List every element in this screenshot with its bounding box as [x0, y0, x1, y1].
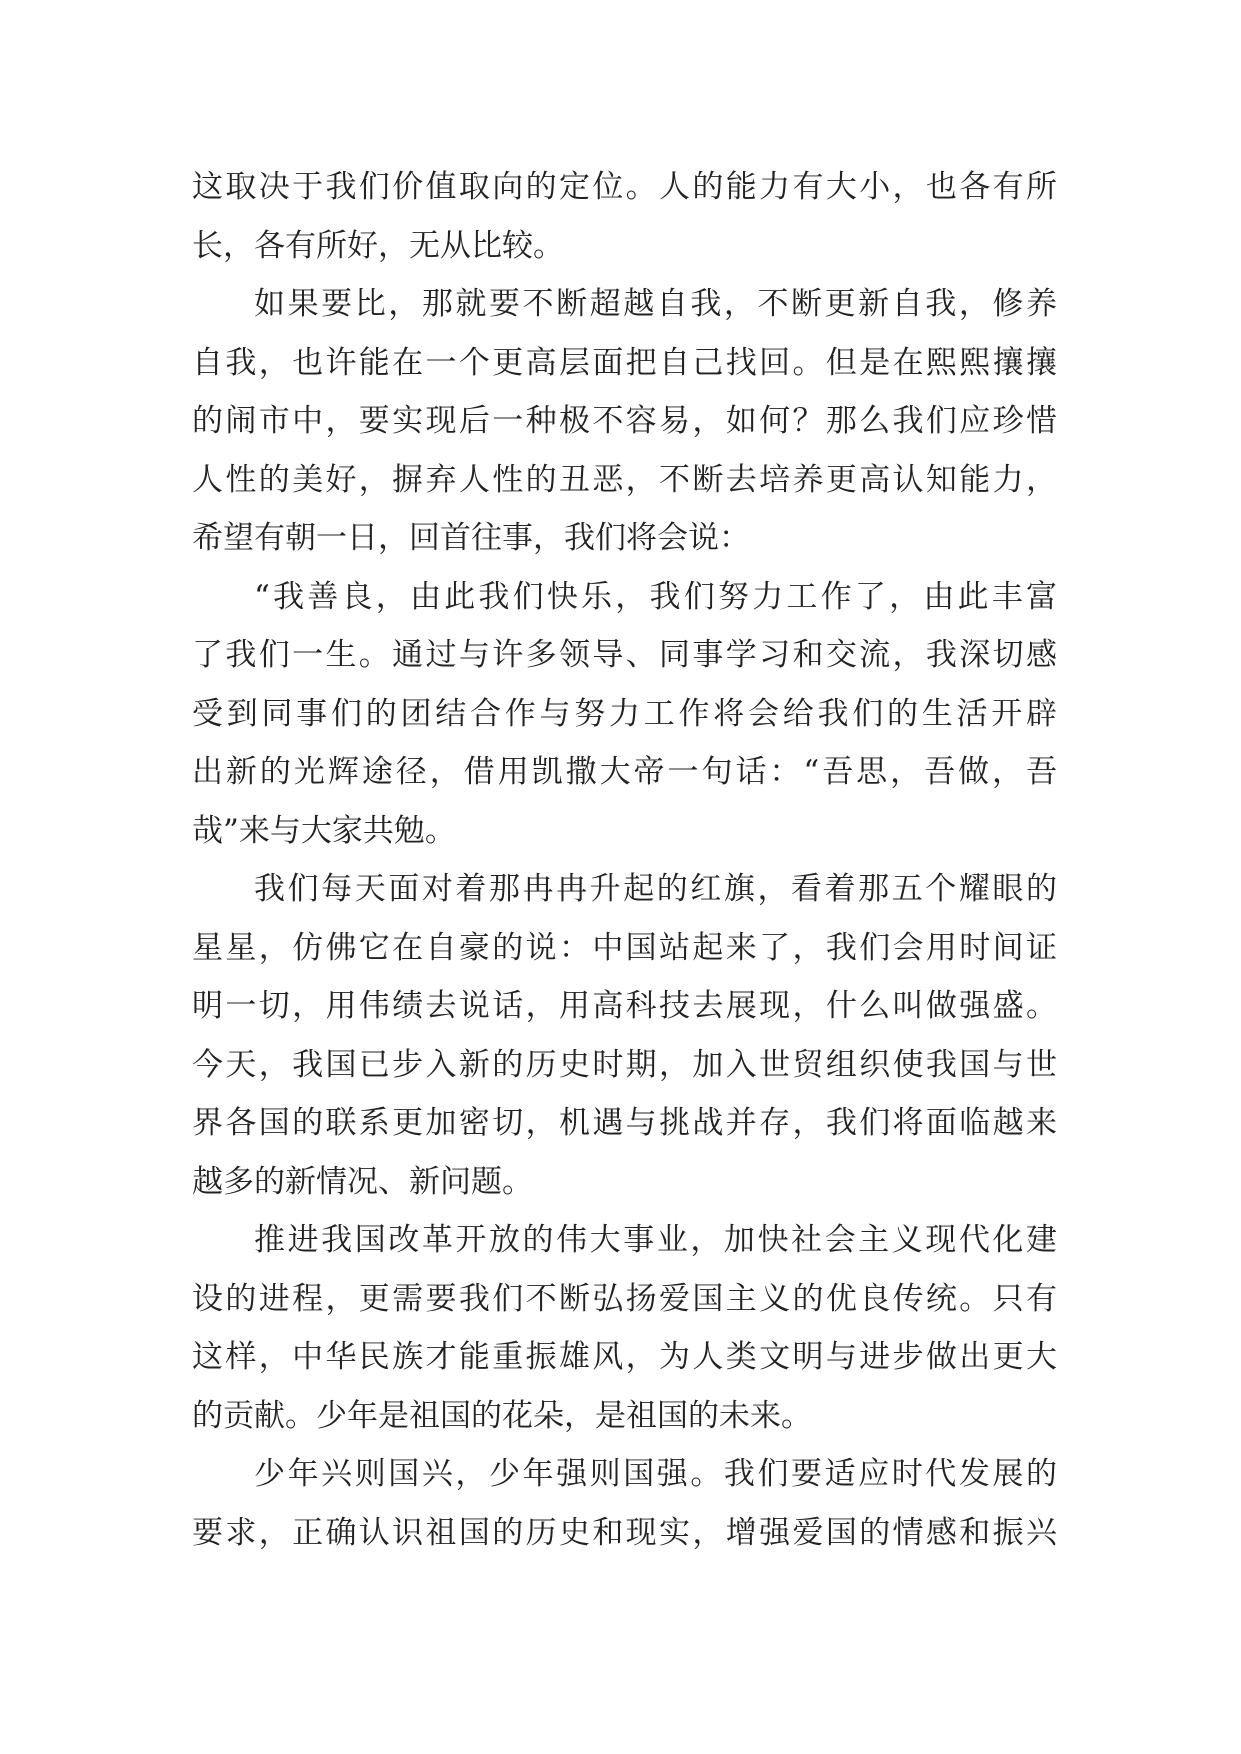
- text-line: 这样，中华民族才能重振雄风，为人类文明与进步做出更大: [192, 1339, 1057, 1375]
- text-line: 受到同事们的团结合作与努力工作将会给我们的生活开辟: [192, 695, 1057, 732]
- text-line: 明一切，用伟绩去说话，用高科技去展现，什么叫做强盛。: [192, 988, 1057, 1024]
- text-line: 出新的光辉途径，借用凯撒大帝一句话：“吾思，吾做，吾: [192, 754, 1057, 790]
- text-line: 的闹市中，要实现后一种极不容易，如何？那么我们应珍惜: [192, 403, 1057, 439]
- text-line: 推进我国改革开放的伟大事业，加快社会主义现代化建: [254, 1222, 1057, 1258]
- text-line: “我善良，由此我们快乐，我们努力工作了，由此丰富: [254, 578, 1057, 615]
- text-line: 越多的新情况、新问题。: [192, 1163, 533, 1200]
- text-line: 的贡献。少年是祖国的花朵，是祖国的未来。: [192, 1397, 812, 1434]
- text-line: 这取决于我们价值取向的定位。人的能力有大小，也各有所: [192, 169, 1057, 205]
- text-line: 希望有朝一日，回首往事，我们将会说：: [192, 520, 750, 556]
- text-line: 少年兴则国兴，少年强则国强。我们要适应时代发展的: [254, 1456, 1057, 1492]
- text-line: 哉”来与大家共勉。: [192, 812, 456, 849]
- text-line: 星星，仿佛它在自豪的说：中国站起来了，我们会用时间证: [192, 929, 1057, 966]
- text-line: 了我们一生。通过与许多领导、同事学习和交流，我深切感: [192, 637, 1057, 673]
- text-line: 如果要比，那就要不断超越自我，不断更新自我，修养: [254, 286, 1057, 322]
- text-line: 自我，也许能在一个更高层面把自己找回。但是在熙熙攘攘: [192, 344, 1057, 381]
- document-body: [192, 158, 1057, 1562]
- text-line: 要求，正确认识祖国的历史和现实，增强爱国的情感和振兴: [192, 1514, 1057, 1551]
- text-line: 人性的美好，摒弃人性的丑恶，不断去培养更高认知能力，: [192, 461, 1057, 498]
- text-line: 今天，我国已步入新的历史时期，加入世贸组织使我国与世: [192, 1046, 1057, 1083]
- text-line: 我们每天面对着那冉冉升起的红旗，看着那五个耀眼的: [254, 871, 1057, 907]
- text-line: 界各国的联系更加密切，机遇与挑战并存，我们将面临越来: [192, 1105, 1057, 1141]
- text-line: 设的进程，更需要我们不断弘扬爱国主义的优良传统。只有: [192, 1280, 1057, 1317]
- text-line: 长，各有所好，无从比较。: [192, 227, 564, 264]
